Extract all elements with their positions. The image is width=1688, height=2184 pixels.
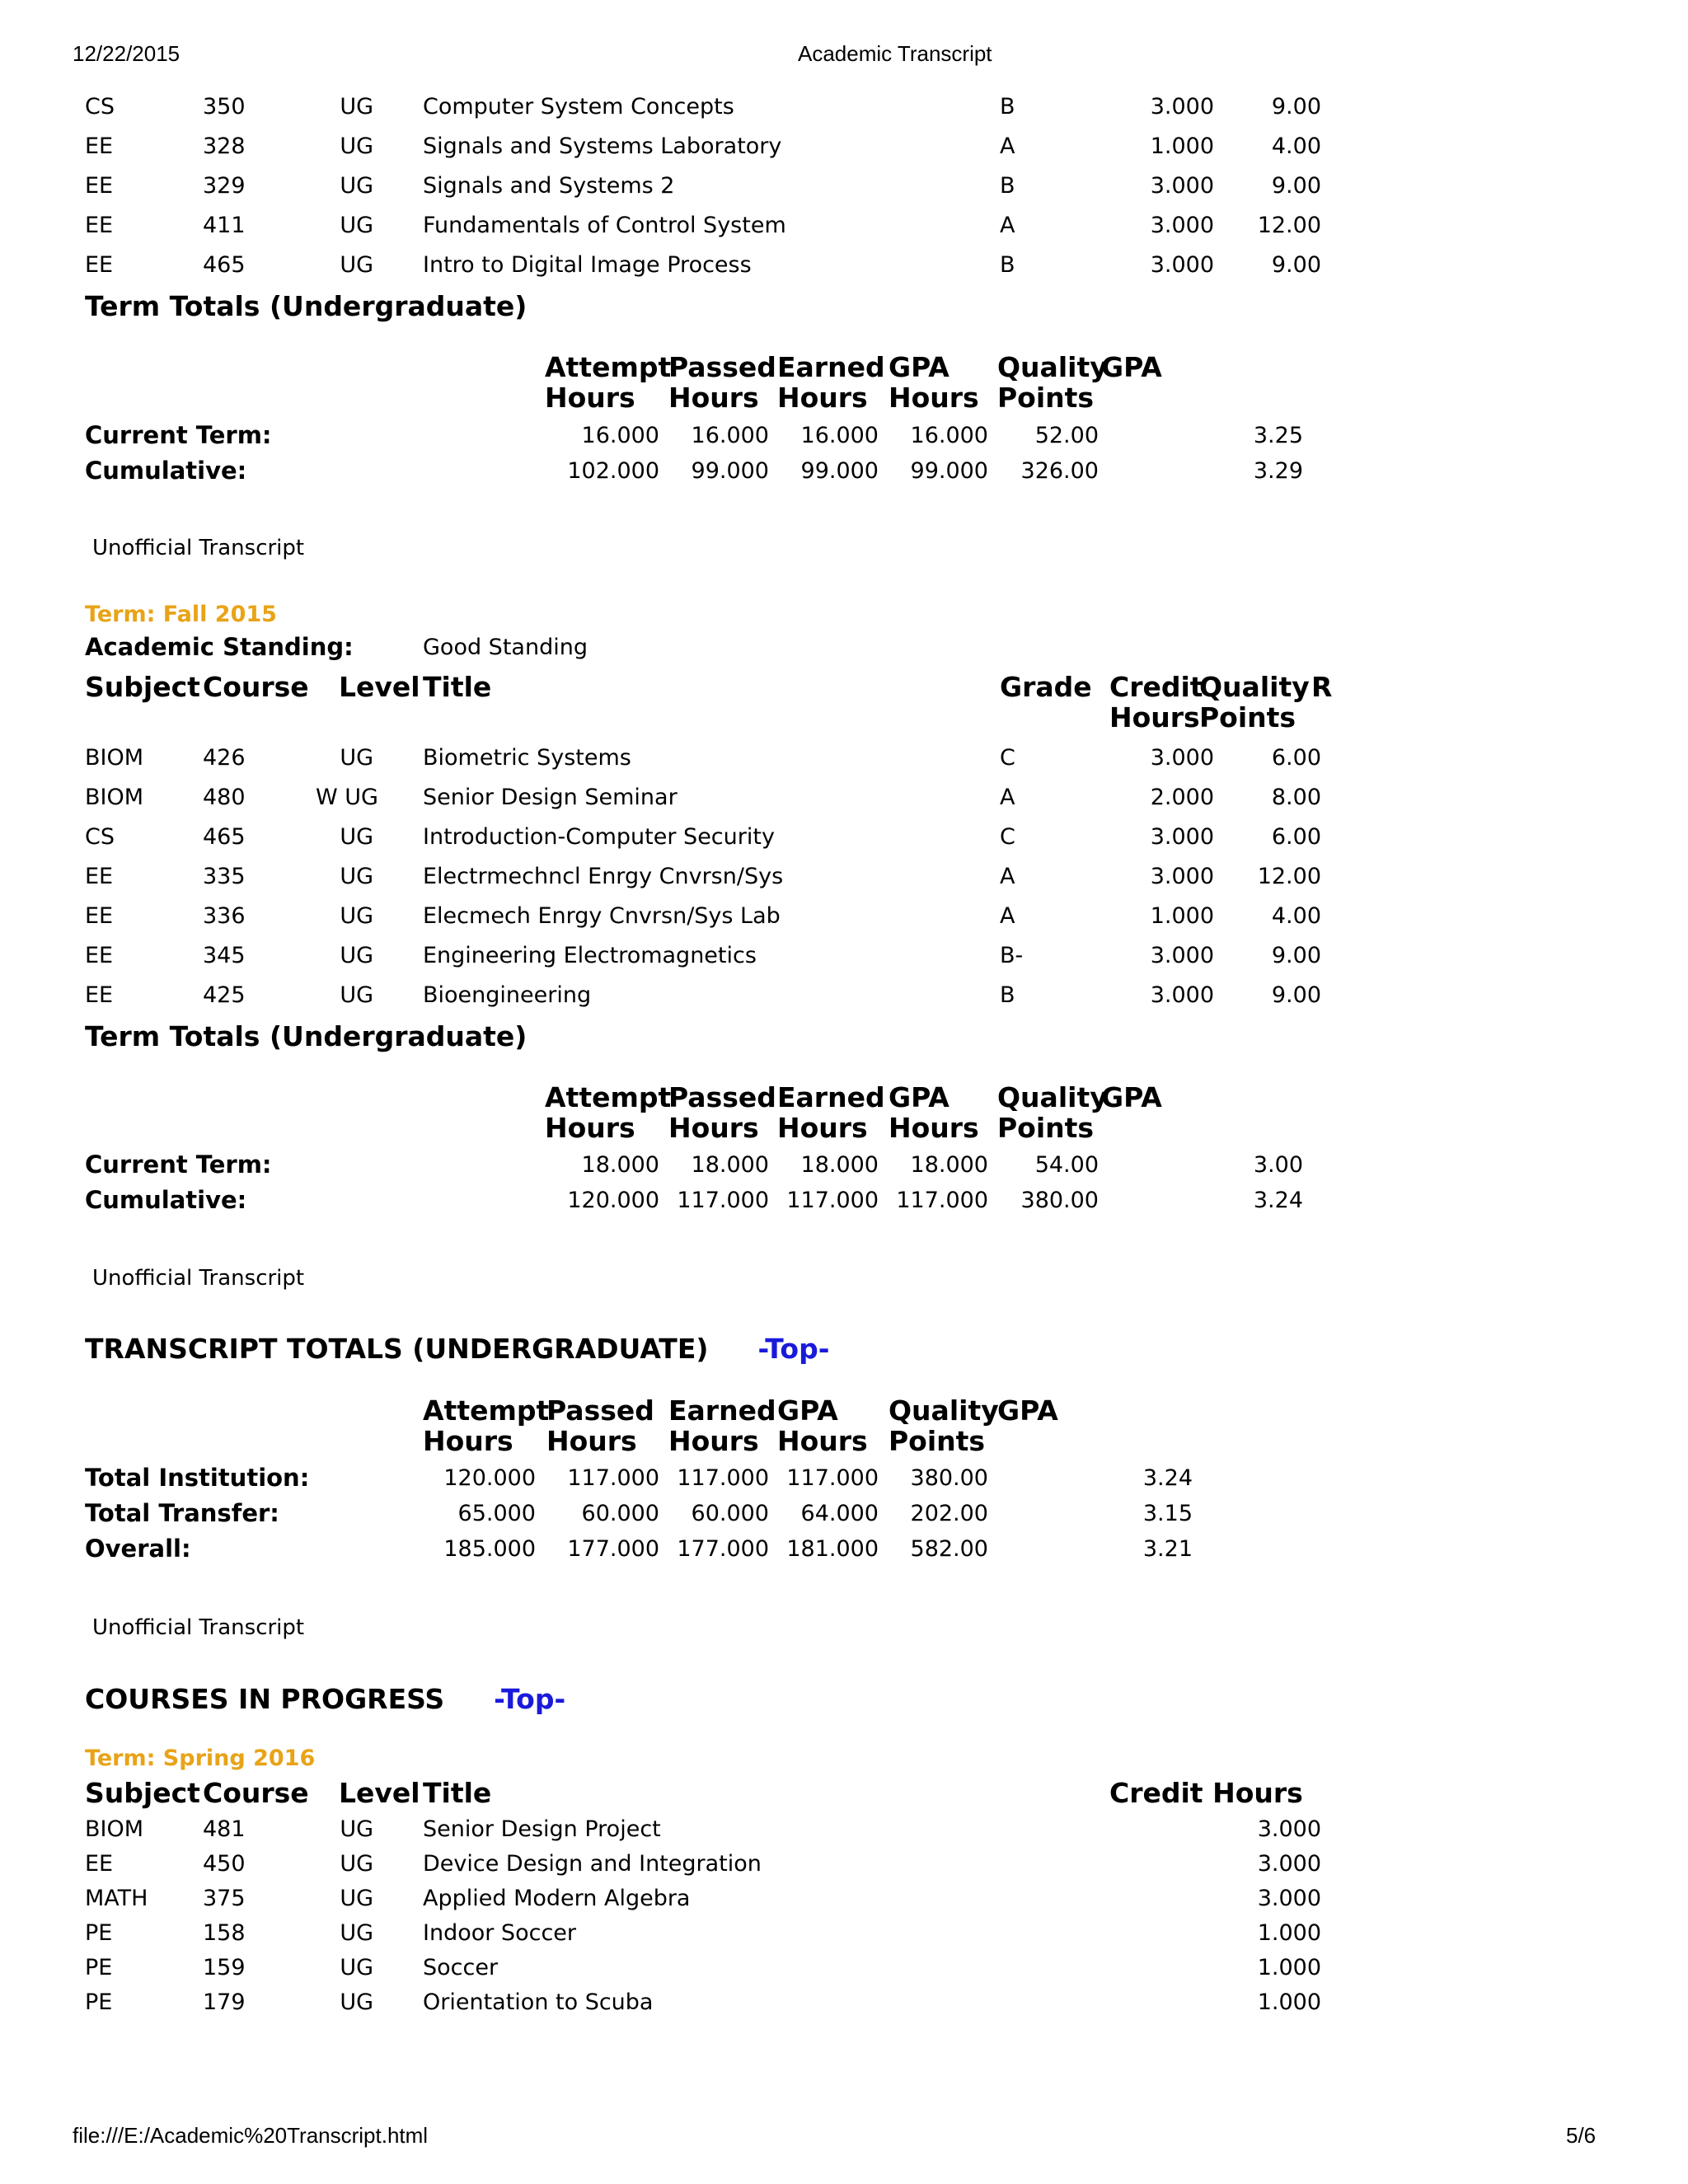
course-credit-hours: 3.000 — [1150, 252, 1214, 278]
course-number: 450 — [203, 1851, 246, 1877]
totals-header-passed-line2: Hours — [546, 1425, 637, 1457]
totals-earned: 177.000 — [677, 1536, 769, 1562]
totals-header-gpa-hours: GPA — [889, 351, 950, 383]
totals-earned: 117.000 — [786, 1188, 879, 1213]
course-number: 465 — [203, 252, 246, 278]
course-credit-hours: 3.000 — [1257, 1851, 1321, 1877]
course-row — [85, 1813, 1404, 1846]
course-subject: PE — [85, 1920, 113, 1946]
totals-header-passed: Passed — [668, 351, 776, 383]
course-subject: EE — [85, 173, 114, 199]
course-level: UG — [340, 864, 373, 889]
totals-header-quality: Quality — [997, 1081, 1108, 1113]
totals-passed: 177.000 — [567, 1536, 659, 1562]
course-number: 375 — [203, 1886, 246, 1911]
course-number: 411 — [203, 213, 246, 238]
course-title: Signals and Systems 2 — [423, 173, 675, 199]
totals-attempt: 185.000 — [443, 1536, 536, 1562]
totals-header-attempt-line2: Hours — [545, 1112, 635, 1144]
col-header-title: Title — [423, 671, 492, 703]
course-number: 336 — [203, 903, 246, 929]
course-level: UG — [340, 134, 373, 159]
ip-col-header-level: Level — [339, 1777, 420, 1809]
totals-header-gpa-hours-line2: Hours — [777, 1425, 868, 1457]
course-quality-points: 8.00 — [1271, 785, 1321, 810]
totals-row-label: Total Transfer: — [85, 1499, 279, 1527]
totals-passed: 99.000 — [691, 458, 769, 484]
col-header-credit-hours: Hours — [1109, 701, 1200, 733]
course-title: Indoor Soccer — [423, 1920, 576, 1946]
course-grade: A — [1000, 903, 1015, 929]
totals-header-attempt-line2: Hours — [423, 1425, 513, 1457]
totals-row-label: Cumulative: — [85, 1186, 247, 1214]
course-credit-hours: 3.000 — [1257, 1886, 1321, 1911]
course-quality-points: 6.00 — [1271, 824, 1321, 850]
totals-row-label: Cumulative: — [85, 457, 247, 485]
course-quality-points: 12.00 — [1257, 864, 1321, 889]
course-title: Computer System Concepts — [423, 94, 734, 120]
totals-gpah: 18.000 — [910, 1152, 988, 1178]
totals-header-gpa: GPA — [1101, 351, 1162, 383]
course-credit-hours: 3.000 — [1150, 94, 1214, 120]
course-quality-points: 4.00 — [1271, 134, 1321, 159]
totals-header-gpa: GPA — [997, 1394, 1058, 1427]
totals-passed: 18.000 — [691, 1152, 769, 1178]
course-quality-points: 9.00 — [1271, 94, 1321, 120]
unofficial-transcript-label: Unofficial Transcript — [92, 536, 305, 560]
course-grade: C — [1000, 824, 1015, 850]
course-level: UG — [340, 1816, 373, 1842]
course-level: UG — [340, 824, 373, 850]
course-grade: B- — [1000, 943, 1024, 968]
course-subject: EE — [85, 864, 114, 889]
unofficial-transcript-label-2: Unofficial Transcript — [92, 1266, 305, 1291]
course-level: UG — [340, 94, 373, 120]
course-title: Senior Design Project — [423, 1816, 661, 1842]
totals-qp: 202.00 — [910, 1501, 988, 1526]
ip-col-header-course: Course — [203, 1777, 309, 1809]
course-level: UG — [340, 213, 373, 238]
course-subject: BIOM — [85, 1816, 144, 1842]
course-subject: EE — [85, 213, 114, 238]
col-header-quality-points: Points — [1199, 701, 1296, 733]
course-title: Intro to Digital Image Process — [423, 252, 752, 278]
totals-earned: 60.000 — [691, 1501, 769, 1526]
course-grade: A — [1000, 864, 1015, 889]
col-header-course: Course — [203, 671, 309, 703]
course-row — [85, 940, 1404, 972]
top-link-2[interactable]: -Top- — [494, 1683, 566, 1715]
totals-passed: 16.000 — [691, 423, 769, 448]
course-title: Introduction-Computer Security — [423, 824, 775, 850]
print-date: 12/22/2015 — [73, 41, 181, 66]
course-credit-hours: 1.000 — [1150, 134, 1214, 159]
course-level: UG — [340, 1955, 373, 1980]
col-header-subject: Subject — [85, 671, 200, 703]
course-quality-points: 9.00 — [1271, 252, 1321, 278]
course-row — [85, 1917, 1404, 1950]
totals-header-earned: Earned — [777, 1081, 885, 1113]
courses-in-progress-heading — [85, 1683, 565, 1715]
totals-passed: 117.000 — [567, 1465, 659, 1491]
course-row — [85, 979, 1404, 1012]
totals-qp: 380.00 — [1020, 1188, 1099, 1213]
term-label-spring-2016: Term: Spring 2016 — [85, 1746, 316, 1771]
course-quality-points: 9.00 — [1271, 943, 1321, 968]
course-credit-hours: 1.000 — [1257, 1920, 1321, 1946]
totals-attempt: 18.000 — [581, 1152, 659, 1178]
totals-qp: 54.00 — [1034, 1152, 1099, 1178]
course-level: UG — [340, 1920, 373, 1946]
course-grade: B — [1000, 94, 1015, 120]
print-title: Academic Transcript — [798, 41, 992, 66]
totals-attempt: 120.000 — [567, 1188, 659, 1213]
totals-header-earned-line2: Hours — [777, 382, 868, 414]
totals-header-attempt: Attempt — [545, 351, 672, 383]
course-number: 329 — [203, 173, 246, 199]
course-number: 480 — [203, 785, 246, 810]
totals-attempt: 16.000 — [581, 423, 659, 448]
totals-qp: 326.00 — [1020, 458, 1099, 484]
course-row — [85, 1848, 1404, 1881]
course-row — [85, 249, 1404, 282]
totals-gpa: 3.24 — [1253, 1188, 1303, 1213]
page-number: 5/6 — [1566, 2123, 1597, 2148]
totals-header-attempt-line2: Hours — [545, 382, 635, 414]
totals-row-label: Current Term: — [85, 1151, 272, 1179]
course-grade: B — [1000, 252, 1015, 278]
course-number: 426 — [203, 745, 246, 771]
totals-header-earned: Earned — [777, 351, 885, 383]
course-level: UG — [340, 943, 373, 968]
totals-earned: 16.000 — [800, 423, 879, 448]
course-level: UG — [340, 745, 373, 771]
course-row — [85, 209, 1404, 242]
course-level: UG — [340, 173, 373, 199]
top-link[interactable]: -Top- — [757, 1333, 830, 1365]
course-quality-points: 6.00 — [1271, 745, 1321, 771]
totals-header-passed: Passed — [546, 1394, 654, 1427]
totals-attempt: 65.000 — [457, 1501, 536, 1526]
totals-gpa: 3.15 — [1142, 1501, 1193, 1526]
course-row — [85, 742, 1404, 775]
course-subject: CS — [85, 824, 115, 850]
totals-header-passed-line2: Hours — [668, 1112, 759, 1144]
course-grade: A — [1000, 213, 1015, 238]
course-number: 179 — [203, 1990, 246, 2015]
course-row — [85, 170, 1404, 203]
totals-gpah: 16.000 — [910, 423, 988, 448]
course-row — [85, 821, 1404, 854]
course-title: Applied Modern Algebra — [423, 1886, 691, 1911]
ip-col-header-subject: Subject — [85, 1777, 200, 1809]
col-header-r: R — [1311, 671, 1333, 703]
course-subject: EE — [85, 903, 114, 929]
course-number: 425 — [203, 982, 246, 1008]
totals-gpah: 117.000 — [896, 1188, 988, 1213]
ip-col-header-title: Title — [423, 1777, 492, 1809]
totals-attempt: 120.000 — [443, 1465, 536, 1491]
totals-gpa: 3.00 — [1253, 1152, 1303, 1178]
course-quality-points: 12.00 — [1257, 213, 1321, 238]
course-number: 328 — [203, 134, 246, 159]
course-row — [85, 900, 1404, 933]
course-title: Engineering Electromagnetics — [423, 943, 757, 968]
totals-header-quality-line2: Points — [889, 1425, 986, 1457]
totals-row-label: Current Term: — [85, 421, 272, 449]
col-header-grade: Grade — [1000, 671, 1092, 703]
course-title: Soccer — [423, 1955, 499, 1980]
academic-standing-value: Good Standing — [423, 635, 588, 660]
col-header-quality: Quality — [1199, 671, 1310, 703]
course-number: 159 — [203, 1955, 246, 1980]
course-subject: PE — [85, 1990, 113, 2015]
unofficial-transcript-label-3: Unofficial Transcript — [92, 1615, 305, 1640]
totals-header-attempt: Attempt — [545, 1081, 672, 1113]
course-subject: EE — [85, 134, 114, 159]
course-credit-hours: 1.000 — [1257, 1990, 1321, 2015]
courses-in-progress-title: COURSES IN PROGRESS — [85, 1683, 445, 1715]
course-level: UG — [340, 1886, 373, 1911]
course-number: 158 — [203, 1920, 246, 1946]
course-title: Senior Design Seminar — [423, 785, 678, 810]
totals-gpa: 3.25 — [1253, 423, 1303, 448]
totals-header-earned-line2: Hours — [668, 1425, 759, 1457]
totals-passed: 60.000 — [581, 1501, 659, 1526]
course-subject: EE — [85, 943, 114, 968]
course-number: 481 — [203, 1816, 246, 1842]
totals-gpa: 3.24 — [1142, 1465, 1193, 1491]
course-title: Device Design and Integration — [423, 1851, 762, 1877]
course-title: Biometric Systems — [423, 745, 631, 771]
col-header-credit: Credit — [1109, 671, 1203, 703]
course-row — [85, 1952, 1404, 1985]
course-level: W UG — [316, 785, 378, 810]
totals-gpa: 3.21 — [1142, 1536, 1193, 1562]
course-subject: BIOM — [85, 745, 144, 771]
course-credit-hours: 3.000 — [1150, 173, 1214, 199]
course-level: UG — [340, 1851, 373, 1877]
totals-header-quality: Quality — [889, 1394, 999, 1427]
course-subject: EE — [85, 252, 114, 278]
course-credit-hours: 1.000 — [1257, 1955, 1321, 1980]
totals-header-gpa: GPA — [1101, 1081, 1162, 1113]
course-subject: PE — [85, 1955, 113, 1980]
course-credit-hours: 3.000 — [1150, 213, 1214, 238]
course-number: 335 — [203, 864, 246, 889]
course-level: UG — [340, 903, 373, 929]
course-quality-points: 9.00 — [1271, 982, 1321, 1008]
course-credit-hours: 3.000 — [1257, 1816, 1321, 1842]
totals-earned: 117.000 — [677, 1465, 769, 1491]
course-title: Bioengineering — [423, 982, 592, 1008]
totals-passed: 117.000 — [677, 1188, 769, 1213]
course-title: Elecmech Enrgy Cnvrsn/Sys Lab — [423, 903, 781, 929]
totals-header-gpa-hours-line2: Hours — [889, 1112, 979, 1144]
totals-attempt: 102.000 — [567, 458, 659, 484]
totals-header-earned-line2: Hours — [777, 1112, 868, 1144]
course-credit-hours: 1.000 — [1150, 903, 1214, 929]
course-title: Orientation to Scuba — [423, 1990, 654, 2015]
totals-gpah: 64.000 — [800, 1501, 879, 1526]
course-credit-hours: 3.000 — [1150, 745, 1214, 771]
transcript-totals-heading — [85, 1333, 829, 1365]
course-row — [85, 1882, 1404, 1915]
course-credit-hours: 3.000 — [1150, 864, 1214, 889]
course-quality-points: 4.00 — [1271, 903, 1321, 929]
course-grade: C — [1000, 745, 1015, 771]
academic-standing-label: Academic Standing: — [85, 633, 354, 661]
totals-gpa: 3.29 — [1253, 458, 1303, 484]
course-subject: BIOM — [85, 785, 144, 810]
course-level: UG — [340, 982, 373, 1008]
course-title: Fundamentals of Control System — [423, 213, 786, 238]
term-totals-heading: Term Totals (Undergraduate) — [85, 290, 528, 322]
totals-header-passed-line2: Hours — [668, 382, 759, 414]
term-label-fall-2015: Term: Fall 2015 — [85, 602, 277, 627]
course-number: 345 — [203, 943, 246, 968]
course-grade: B — [1000, 173, 1015, 199]
totals-header-gpa-hours: GPA — [777, 1394, 838, 1427]
course-grade: A — [1000, 134, 1015, 159]
totals-gpah: 117.000 — [786, 1465, 879, 1491]
course-credit-hours: 3.000 — [1150, 982, 1214, 1008]
course-subject: MATH — [85, 1886, 148, 1911]
course-subject: EE — [85, 982, 114, 1008]
totals-header-passed: Passed — [668, 1081, 776, 1113]
course-number: 350 — [203, 94, 246, 120]
course-row — [85, 130, 1404, 163]
page-url: file:///E:/Academic%20Transcript.html — [73, 2123, 429, 2148]
course-grade: A — [1000, 785, 1015, 810]
totals-row-label: Total Institution: — [85, 1464, 310, 1492]
totals-header-gpa-hours: GPA — [889, 1081, 950, 1113]
totals-header-attempt: Attempt — [423, 1394, 550, 1427]
course-title: Signals and Systems Laboratory — [423, 134, 782, 159]
totals-qp: 582.00 — [910, 1536, 988, 1562]
course-grade: B — [1000, 982, 1015, 1008]
course-level: UG — [340, 252, 373, 278]
course-credit-hours: 2.000 — [1150, 785, 1214, 810]
totals-qp: 380.00 — [910, 1465, 988, 1491]
totals-header-quality: Quality — [997, 351, 1108, 383]
course-credit-hours: 3.000 — [1150, 943, 1214, 968]
course-subject: CS — [85, 94, 115, 120]
course-number: 465 — [203, 824, 246, 850]
course-row — [85, 781, 1404, 814]
totals-earned: 18.000 — [800, 1152, 879, 1178]
col-header-level: Level — [339, 671, 420, 703]
totals-qp: 52.00 — [1034, 423, 1099, 448]
totals-header-earned: Earned — [668, 1394, 776, 1427]
ip-col-header-credit-hours: Credit Hours — [1109, 1777, 1303, 1809]
totals-header-quality-line2: Points — [997, 382, 1095, 414]
totals-gpah: 99.000 — [910, 458, 988, 484]
course-subject: EE — [85, 1851, 114, 1877]
totals-header-gpa-hours-line2: Hours — [889, 382, 979, 414]
totals-gpah: 181.000 — [786, 1536, 879, 1562]
course-row — [85, 860, 1404, 893]
course-credit-hours: 3.000 — [1150, 824, 1214, 850]
course-level: UG — [340, 1990, 373, 2015]
totals-row-label: Overall: — [85, 1535, 191, 1563]
term-totals-heading-fall: Term Totals (Undergraduate) — [85, 1020, 528, 1052]
transcript-totals-title: TRANSCRIPT TOTALS (UNDERGRADUATE) — [85, 1333, 709, 1365]
course-row — [85, 1986, 1404, 2019]
course-title: Electrmechncl Enrgy Cnvrsn/Sys — [423, 864, 784, 889]
course-row — [85, 91, 1404, 124]
course-quality-points: 9.00 — [1271, 173, 1321, 199]
totals-earned: 99.000 — [800, 458, 879, 484]
totals-header-quality-line2: Points — [997, 1112, 1095, 1144]
